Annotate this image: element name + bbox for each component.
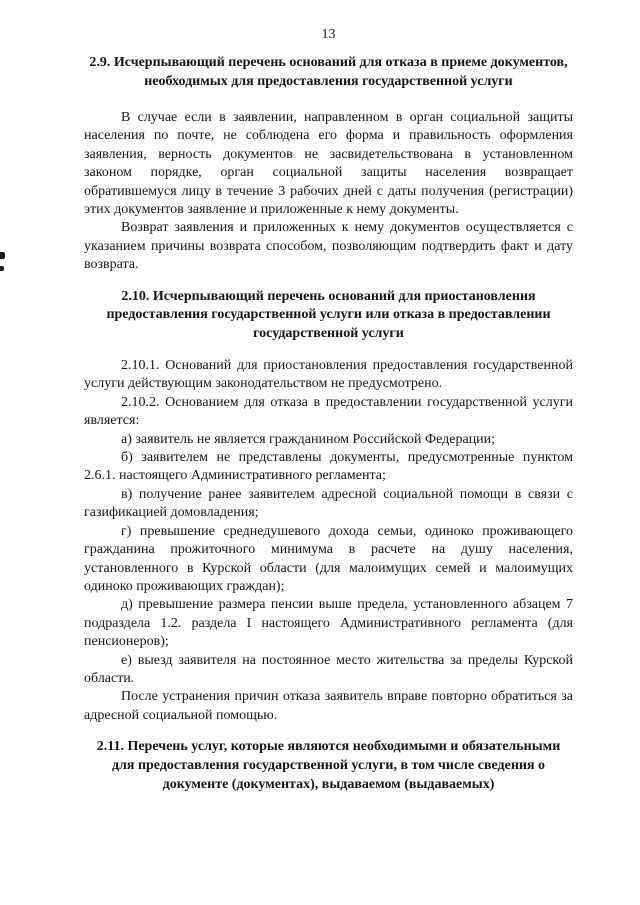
section-heading-2-10: 2.10. Исчерпывающий перечень оснований для приостановления предоставления государственной услуги или отказа в предоставлении государственной услуги	[106, 288, 551, 342]
paragraph-mail-return-rule: В случае если в заявлении, направленном в орган социальной защиты населения по почте, не соблюдена его форма и правильность оформления заявления, верность документов не засвидетельствована в установленном законом порядке, орган социальной защиты населения возвращает обратившемуся лицу в течение 3 рабочих дней с даты получения (регистрации) этих документов заявление и приложенные к нему документы.	[84, 110, 573, 218]
list-item-v: в) получение ранее заявителем адресной социальной помощи в связи с газификацией домовладения;	[84, 486, 573, 521]
section-heading-2-9: 2.9. Исчерпывающий перечень оснований для отказа в приеме документов, необходимых для предоставления государственной услуги	[89, 55, 568, 90]
list-item-d: д) превышение размера пенсии выше предела, установленного абзацем 7 подраздела 1.2. раздела I настоящего Административного регламента (для пенсионеров);	[84, 597, 573, 650]
page-number: 13	[321, 27, 336, 42]
list-item-b: б) заявителем не представлены документы, предусмотренные пунктом 2.6.1. настоящего Административного регламента;	[84, 450, 573, 484]
scan-artifact	[0, 266, 4, 271]
section-heading-2-11: 2.11. Перечень услуг, которые являются необходимыми и обязательными для предоставления государственной услуги, в том числе сведения о документе (документах), выдаваемом (выдаваемых)	[96, 739, 561, 792]
paragraph-return-method: Возврат заявления и приложенных к нему документов осуществляется с указанием причины возврата способом, позволяющим подтвердить факт и дату возврата.	[84, 220, 573, 273]
list-item-g: г) превышение среднедушевого дохода семьи, одиноко проживающего гражданина прожиточного минимума в расчете на душу населения, установленного в Курской области (для малоимущих семей и малоимущих одиноко проживающих граждан);	[84, 523, 573, 594]
paragraph-reapply-note: После устранения причин отказа заявитель вправе повторно обратиться за адресной социальной помощью.	[84, 689, 573, 723]
list-item-e: е) выезд заявителя на постоянное место жительства за пределы Курской области.	[84, 652, 573, 686]
list-item-a: а) заявитель не является гражданином Российской Федерации;	[121, 431, 496, 447]
page-body	[84, 26, 573, 795]
paragraph-2-10-1: 2.10.1. Оснований для приостановления предоставления государственной услуги действующим законодательством не предусмотрено.	[84, 358, 573, 392]
paragraph-2-10-2: 2.10.2. Основанием для отказа в предоставлении государственной услуги является:	[84, 394, 573, 429]
scan-artifact	[0, 252, 5, 259]
